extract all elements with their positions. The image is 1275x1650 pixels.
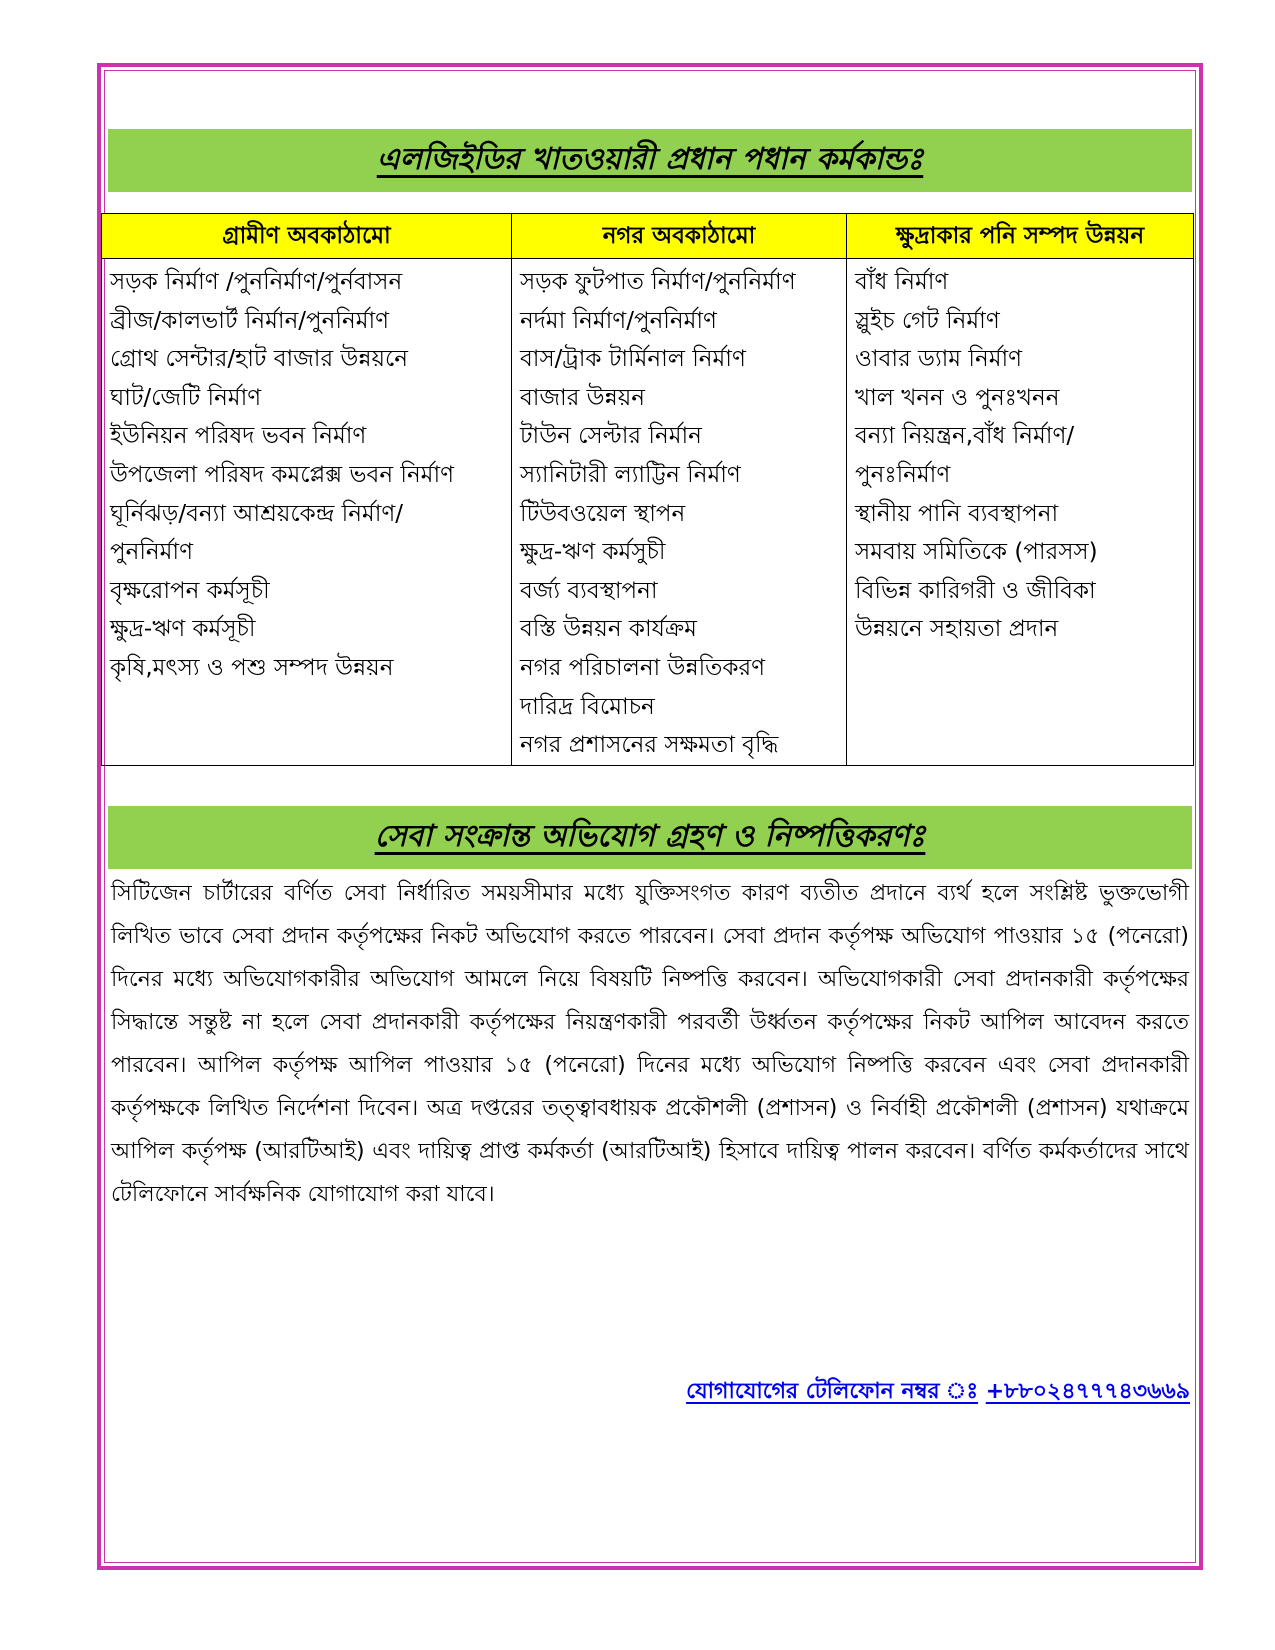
list-item: ক্ষুদ্র-ঋণ কর্মসূচী [110,616,256,643]
list-item: বৃক্ষরোপন কর্মসূচী [110,577,270,604]
column-rural [102,259,512,766]
list-item: বস্তি উন্নয়ন কার্যক্রম [520,616,697,643]
table-header-row [102,214,1194,259]
water-items-list [855,263,1185,649]
column-water [847,259,1194,766]
list-item: নগর পরিচালনা উন্নতিকরণ [520,654,766,681]
section-title-complaints: সেবা সংক্রান্ত অভিযোগ গ্রহণ ও নিষ্পত্তিকরণঃ [374,819,926,854]
contact-label: যোগাযোগের টেলিফোন নম্বর ঃ [686,1379,979,1404]
list-item: ওাবার ড্যাম নির্মাণ [855,346,1023,373]
header-small-water-resources: ক্ষুদ্রাকার পনি সম্পদ উন্নয়ন [847,214,1194,259]
list-item: পুননির্মাণ [110,539,193,566]
rural-items-list [110,263,503,688]
list-item: সমবায় সমিতিকে (পারসস) [855,539,1098,566]
table-body-row [102,259,1194,766]
list-item: পুনঃনির্মাণ [855,461,951,488]
list-item: বর্জ্য ব্যবস্থাপনা [520,577,658,604]
list-item: উন্নয়নে সহায়তা প্রদান [855,616,1059,643]
column-urban [512,259,847,766]
list-item: উপজেলা পরিষদ কমপ্লেক্স ভবন নির্মাণ [110,461,455,488]
list-item: সড়ক ফুটপাত নির্মাণ/পুননির্মাণ [520,269,796,295]
section-title-activities: এলজিইডির খাতওয়ারী প্রধান পধান কর্মকান্ডঃ [376,142,924,177]
section-banner-complaints [108,806,1192,869]
contact-phone-number: +৮৮০২৪৭৭৭৪৩৬৬৯ [985,1379,1190,1404]
list-item: সড়ক নির্মাণ /পুননির্মাণ/পুর্নবাসন [110,269,403,295]
list-item: টাউন সেল্টার নির্মান [520,423,702,450]
list-item: স্যানিটারী ল্যাট্টিন নির্মাণ [520,461,741,488]
list-item: দারিদ্র বিমোচন [520,693,655,720]
list-item: ঘাট/জেটি নির্মাণ [110,384,262,411]
activities-table [101,213,1194,766]
list-item: বাজার উন্নয়ন [520,384,646,411]
list-item: বাঁধ নির্মাণ [855,269,949,295]
section-banner-activities [108,129,1192,192]
list-item: টিউবওয়েল স্থাপন [520,500,686,527]
list-item: নগর প্রশাসনের সক্ষমতা বৃদ্ধি [520,732,779,759]
list-item: ব্রীজ/কালভার্ট নির্মান/পুননির্মাণ [110,307,390,334]
list-item: স্থানীয় পানি ব্যবস্থাপনা [855,500,1059,527]
complaint-paragraph: সিটিজেন চার্টারের বর্ণিত সেবা নির্ধারিত সময়সীমার মধ্যে যুক্তিসংগত কারণ ব্যতীত প্রদানে ব্যর্থ হলে সংশ্লিষ্ট ভুক্তভোগী লিখিত ভাবে সেবা প্রদান কর্তৃপক্ষের নিকট অভিযোগ করতে পারবেন। সেবা প্রদান কর্তৃপক্ষ অভিযোগ পাওয়ার ১৫ (পনেরো) দিনের মধ্যে অভিযোগকারীর অভিযোগ আমলে নিয়ে বিষয়টি নিষ্পত্তি করবেন। অভিযোগকারী সেবা প্রদানকারী কর্তৃপক্ষের সিদ্ধান্তে সন্তুষ্ট না হলে সেবা প্রদানকারী কর্তৃপক্ষের নিয়ন্ত্রণকারী পরবর্তী উর্ধ্বতন কর্তৃপক্ষের নিকট আপিল আবেদন করতে পারবেন। আপিল কর্তৃপক্ষ আপিল পাওয়ার ১৫ (পনেরো) দিনের মধ্যে অভিযোগ নিষ্পত্তি করবেন এবং সেবা প্রদানকারী কর্তৃপক্ষকে লিখিত নির্দেশনা দিবেন। অত্র দপ্তরের তত্ত্বাবধায়ক প্রকৌশলী (প্রশাসন) ও নির্বাহী প্রকৌশলী (প্রশাসন) যথাক্রমে আপিল কর্তৃপক্ষ (আরটিআই) এবং দায়িত্ব প্রাপ্ত কর্মকর্তা (আরটিআই) হিসাবে দায়িত্ব পালন করবেন। বর্ণিত কর্মকর্তাদের সাথে টেলিফোনে সার্বক্ষনিক যোগাযোগ করা যাবে। [111,881,1189,1207]
list-item: ইউনিয়ন পরিষদ ভবন নির্মাণ [110,423,367,450]
list-item: স্লুইচ গেট নির্মাণ [855,307,1000,334]
list-item: খাল খনন ও পুনঃখনন [855,384,1060,411]
header-rural-infrastructure: গ্রামীণ অবকাঠামো [102,214,512,259]
header-urban-infrastructure: নগর অবকাঠামো [512,214,847,259]
list-item: ঘূর্নিঝড়/বন্যা আশ্রয়কেন্দ্র নির্মাণ/ [110,500,404,527]
list-item: গ্রোথ সেন্টার/হাট বাজার উন্নয়নে [110,346,408,373]
list-item: বন্যা নিয়ন্ত্রন,বাঁধ নির্মাণ/ [855,423,1075,450]
list-item: কৃষি,মৎস্য ও পশু সম্পদ উন্নয়ন [110,654,394,681]
list-item: নর্দমা নির্মাণ/পুননির্মাণ [520,307,717,334]
list-item: বাস/ট্রাক টার্মিনাল নির্মাণ [520,346,746,373]
list-item: ক্ষুদ্র-ঋণ কর্মসুচী [520,539,666,566]
list-item: বিভিন্ন কারিগরী ও জীবিকা [855,577,1096,604]
contact-line [686,1374,1190,1411]
urban-items-list [520,263,838,765]
